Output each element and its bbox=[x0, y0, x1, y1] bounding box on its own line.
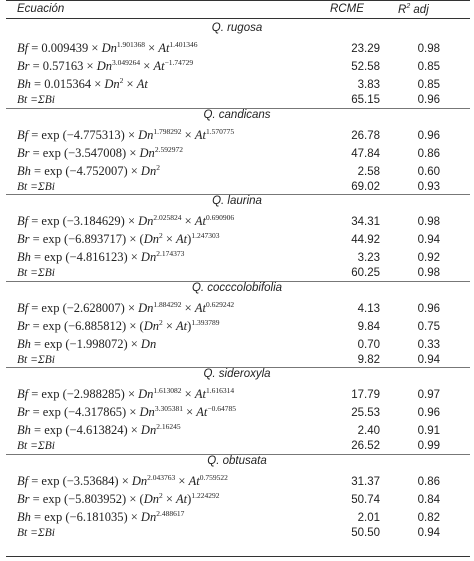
exp-at: −1.74729 bbox=[164, 58, 194, 67]
equation bbox=[17, 250, 184, 265]
equation-prefix: = 0.015364 × bbox=[30, 77, 105, 91]
equation-lhs: Bh bbox=[17, 77, 31, 91]
var-dn: Dn bbox=[139, 145, 155, 160]
exp-dn: 1.901368 bbox=[116, 40, 145, 49]
times: × bbox=[181, 387, 195, 401]
rcme-value: 3.23 bbox=[357, 252, 380, 264]
exp-at: 1.616314 bbox=[205, 386, 235, 395]
equation bbox=[17, 492, 219, 507]
total-label: Bt =ΣBi bbox=[17, 353, 55, 366]
rcme-value: 26.78 bbox=[351, 129, 380, 142]
equation-prefix: = exp (−4.775313) × bbox=[28, 127, 139, 142]
var-dn: Dn bbox=[138, 300, 154, 315]
r2-value: 0.86 bbox=[417, 475, 440, 488]
equation-lhs: Br bbox=[17, 491, 30, 506]
header-rule bbox=[6, 18, 470, 19]
top-rule bbox=[6, 0, 470, 1]
total-r2: 0.98 bbox=[417, 267, 440, 279]
total-rcme: 50.50 bbox=[351, 526, 380, 539]
total-rcme: 69.02 bbox=[351, 180, 380, 193]
total-label: Bt =ΣBi bbox=[17, 94, 55, 106]
close-paren: ) bbox=[187, 491, 192, 506]
var-dn: Dn bbox=[140, 423, 157, 437]
equation-lhs: Br bbox=[17, 59, 30, 73]
r2-value: 0.98 bbox=[417, 43, 440, 55]
equation-lhs: Bf bbox=[17, 214, 29, 228]
equation-prefix: = exp (−6.885812) × ( bbox=[29, 318, 144, 333]
equation-prefix: = exp (−4.752007) × bbox=[30, 163, 141, 178]
species-title: Q. cocccolobifolia bbox=[191, 281, 283, 294]
times: × bbox=[175, 473, 189, 488]
exp-dn: 2 bbox=[158, 490, 163, 500]
times: × bbox=[123, 77, 137, 91]
exp-group: 1.247303 bbox=[191, 231, 220, 240]
rcme-value: 31.37 bbox=[351, 475, 380, 488]
rcme-value: 2.01 bbox=[357, 511, 380, 524]
equation-lhs: Br bbox=[17, 318, 30, 333]
var-dn: Dn bbox=[143, 232, 159, 246]
equation-prefix: = exp (−2.988285) × bbox=[28, 387, 139, 401]
var-dn: Dn bbox=[140, 336, 157, 351]
var-dn: Dn bbox=[96, 59, 113, 73]
total-rcme: 65.15 bbox=[351, 94, 380, 106]
var-dn: Dn bbox=[138, 214, 154, 228]
species-title: Q. sideroxyla bbox=[203, 368, 271, 380]
times: × bbox=[162, 232, 177, 246]
equation-prefix: = exp (−3.53684) × bbox=[28, 473, 132, 488]
r2-value: 0.60 bbox=[417, 165, 440, 178]
var-dn: Dn bbox=[143, 318, 159, 333]
equation-lhs: Bh bbox=[17, 509, 31, 524]
total-r2: 0.94 bbox=[417, 353, 440, 366]
exp-dn: 2 bbox=[119, 76, 124, 85]
total-label: Bt =ΣBi bbox=[17, 180, 55, 193]
rcme-value: 47.84 bbox=[351, 147, 380, 160]
equation bbox=[17, 59, 193, 74]
times: × bbox=[182, 405, 197, 419]
total-rcme: 26.52 bbox=[351, 440, 380, 452]
exp-dn: 2.592972 bbox=[154, 144, 183, 154]
total-r2: 0.94 bbox=[417, 526, 440, 539]
equation bbox=[17, 214, 234, 229]
r2-value: 0.85 bbox=[417, 79, 440, 91]
species-title: Q. laurina bbox=[212, 195, 262, 207]
equation-lhs: Bf bbox=[17, 41, 29, 55]
times: × bbox=[140, 59, 154, 73]
r2-value: 0.86 bbox=[417, 147, 440, 160]
exp-dn: 1.798292 bbox=[153, 126, 182, 136]
exp-at: 0.629242 bbox=[205, 299, 235, 309]
header-r2-r: R bbox=[398, 3, 407, 16]
rcme-value: 0.70 bbox=[357, 338, 380, 351]
times: × bbox=[181, 214, 195, 228]
r2-value: 0.33 bbox=[417, 338, 440, 351]
exp-at: 0.690906 bbox=[205, 213, 235, 222]
r2-value: 0.92 bbox=[417, 252, 440, 264]
exp-dn: 2.025824 bbox=[153, 213, 182, 222]
rcme-value: 50.74 bbox=[351, 493, 380, 506]
equation-prefix: = exp (−4.317865) × bbox=[29, 405, 140, 419]
exp-dn: 2.16245 bbox=[156, 422, 181, 431]
equation bbox=[17, 146, 183, 161]
rcme-value: 2.40 bbox=[357, 425, 380, 437]
var-at: At bbox=[194, 214, 206, 228]
exp-at: −0.64785 bbox=[207, 404, 236, 413]
var-at: At bbox=[176, 232, 188, 246]
equation bbox=[17, 405, 236, 420]
species-title: Q. obtusata bbox=[207, 454, 267, 467]
var-at: At bbox=[176, 318, 188, 333]
equation bbox=[17, 319, 219, 334]
exp-dn: 2.174373 bbox=[156, 249, 185, 258]
rcme-value: 4.13 bbox=[357, 302, 380, 315]
equation-prefix: = exp (−5.803952) × ( bbox=[29, 491, 144, 506]
total-label: Bt =ΣBi bbox=[17, 267, 55, 279]
total-rcme: 9.82 bbox=[357, 353, 380, 366]
var-dn: Dn bbox=[131, 473, 148, 488]
close-paren: ) bbox=[187, 232, 192, 246]
equation-lhs: Bh bbox=[17, 250, 31, 264]
times: × bbox=[181, 127, 195, 142]
exp-at: 1.401346 bbox=[169, 40, 198, 49]
rcme-value: 34.31 bbox=[351, 216, 380, 228]
r2-value: 0.82 bbox=[417, 511, 440, 524]
times: × bbox=[181, 300, 195, 315]
var-dn: Dn bbox=[143, 491, 159, 506]
equation-lhs: Bh bbox=[17, 336, 31, 351]
equation-prefix: = exp (−6.893717) × ( bbox=[29, 232, 144, 246]
total-rcme: 60.25 bbox=[351, 267, 380, 279]
equation-prefix: = 0.57163 × bbox=[29, 59, 97, 73]
total-label: Bt =ΣBi bbox=[17, 526, 55, 539]
equation bbox=[17, 164, 160, 179]
r2-value: 0.84 bbox=[417, 493, 440, 506]
total-r2: 0.93 bbox=[417, 180, 440, 193]
rcme-value: 52.58 bbox=[351, 61, 380, 73]
r2-value: 0.94 bbox=[417, 234, 440, 246]
times: × bbox=[162, 491, 177, 506]
r2-value: 0.98 bbox=[417, 216, 440, 228]
exp-dn: 2.043763 bbox=[147, 472, 176, 482]
var-dn: Dn bbox=[140, 163, 157, 178]
rcme-value: 3.83 bbox=[357, 79, 380, 91]
total-r2: 0.99 bbox=[417, 440, 440, 452]
exp-dn: 2 bbox=[156, 162, 160, 172]
equation-prefix: = exp (−2.628007) × bbox=[28, 300, 139, 315]
var-at: At bbox=[194, 387, 206, 401]
equation-lhs: Bf bbox=[17, 127, 29, 142]
equation-prefix: = exp (−3.547008) × bbox=[29, 145, 140, 160]
exp-dn: 3.305381 bbox=[154, 404, 183, 413]
equation bbox=[17, 423, 181, 438]
rcme-value: 9.84 bbox=[357, 320, 380, 333]
var-dn: Dn bbox=[101, 41, 117, 55]
equation-prefix: = exp (−4.816123) × bbox=[30, 250, 141, 264]
var-at: At bbox=[153, 59, 165, 73]
total-label: Bt =ΣBi bbox=[17, 440, 55, 452]
var-dn: Dn bbox=[140, 250, 157, 264]
var-at: At bbox=[176, 491, 188, 506]
equation-prefix: = exp (−1.998072) × bbox=[30, 336, 141, 351]
equation bbox=[17, 510, 184, 525]
exp-group: 1.393789 bbox=[191, 317, 220, 327]
rcme-value: 2.58 bbox=[357, 165, 380, 178]
var-at: At bbox=[188, 473, 200, 488]
var-at: At bbox=[136, 77, 148, 91]
equation-lhs: Br bbox=[17, 405, 30, 419]
equation bbox=[17, 301, 234, 316]
r2-value: 0.91 bbox=[417, 425, 440, 437]
rcme-value: 25.53 bbox=[351, 407, 380, 419]
times: × bbox=[162, 318, 177, 333]
rcme-value: 17.79 bbox=[351, 389, 380, 401]
r2-value: 0.96 bbox=[417, 407, 440, 419]
equation bbox=[17, 128, 234, 143]
equation-lhs: Bf bbox=[17, 473, 29, 488]
r2-value: 0.75 bbox=[417, 320, 440, 333]
r2-value: 0.96 bbox=[417, 129, 440, 142]
equation-prefix: = exp (−6.181035) × bbox=[30, 509, 141, 524]
r2-value: 0.85 bbox=[417, 61, 440, 73]
equation bbox=[17, 232, 219, 247]
var-dn: Dn bbox=[138, 127, 154, 142]
header-r2-sup: 2 bbox=[406, 3, 411, 10]
var-dn: Dn bbox=[140, 509, 157, 524]
species-title: Q. rugosa bbox=[211, 22, 263, 34]
var-at: At bbox=[158, 41, 170, 55]
equation bbox=[17, 41, 198, 56]
equation-lhs: Bf bbox=[17, 387, 29, 401]
exp-dn: 1.884292 bbox=[153, 299, 182, 309]
exp-dn: 1.613082 bbox=[153, 386, 182, 395]
equation-lhs: Br bbox=[17, 232, 30, 246]
r2-value: 0.97 bbox=[417, 389, 440, 401]
var-dn: Dn bbox=[104, 77, 120, 91]
exp-dn: 2 bbox=[158, 231, 163, 240]
equation bbox=[17, 474, 228, 489]
header-ecuacion: Ecuación bbox=[17, 3, 65, 15]
exp-dn: 2.488617 bbox=[156, 508, 185, 518]
var-at: At bbox=[194, 300, 206, 315]
exp-at: 0.759522 bbox=[199, 472, 228, 482]
header-r2-rest: adj bbox=[410, 3, 429, 16]
equation bbox=[17, 337, 156, 352]
exp-group: 1.224292 bbox=[191, 490, 220, 500]
var-at: At bbox=[194, 127, 206, 142]
equation-lhs: Bh bbox=[17, 163, 31, 178]
var-at: At bbox=[196, 405, 208, 419]
equation-prefix: = exp (−3.184629) × bbox=[28, 214, 139, 228]
equation-lhs: Bh bbox=[17, 423, 31, 437]
species-title: Q. candicans bbox=[203, 108, 271, 121]
exp-at: 1.570775 bbox=[205, 126, 235, 136]
times: × bbox=[145, 41, 159, 55]
exp-dn: 2 bbox=[158, 317, 163, 327]
exp-dn: 3.049264 bbox=[112, 58, 141, 67]
equation-lhs: Bf bbox=[17, 300, 29, 315]
equation bbox=[17, 387, 234, 402]
total-r2: 0.96 bbox=[417, 94, 440, 106]
equation-prefix: = exp (−4.613824) × bbox=[30, 423, 141, 437]
close-paren: ) bbox=[187, 318, 192, 333]
r2-value: 0.96 bbox=[417, 302, 440, 315]
var-dn: Dn bbox=[139, 405, 155, 419]
bottom-rule bbox=[6, 556, 470, 557]
equation bbox=[17, 77, 148, 92]
equation-prefix: = 0.009439 × bbox=[28, 41, 102, 55]
header-r2adj bbox=[398, 3, 429, 16]
header-rcme: RCME bbox=[330, 3, 364, 15]
equation-lhs: Br bbox=[17, 145, 30, 160]
rcme-value: 44.92 bbox=[351, 234, 380, 246]
rcme-value: 23.29 bbox=[351, 43, 380, 55]
var-dn: Dn bbox=[138, 387, 154, 401]
